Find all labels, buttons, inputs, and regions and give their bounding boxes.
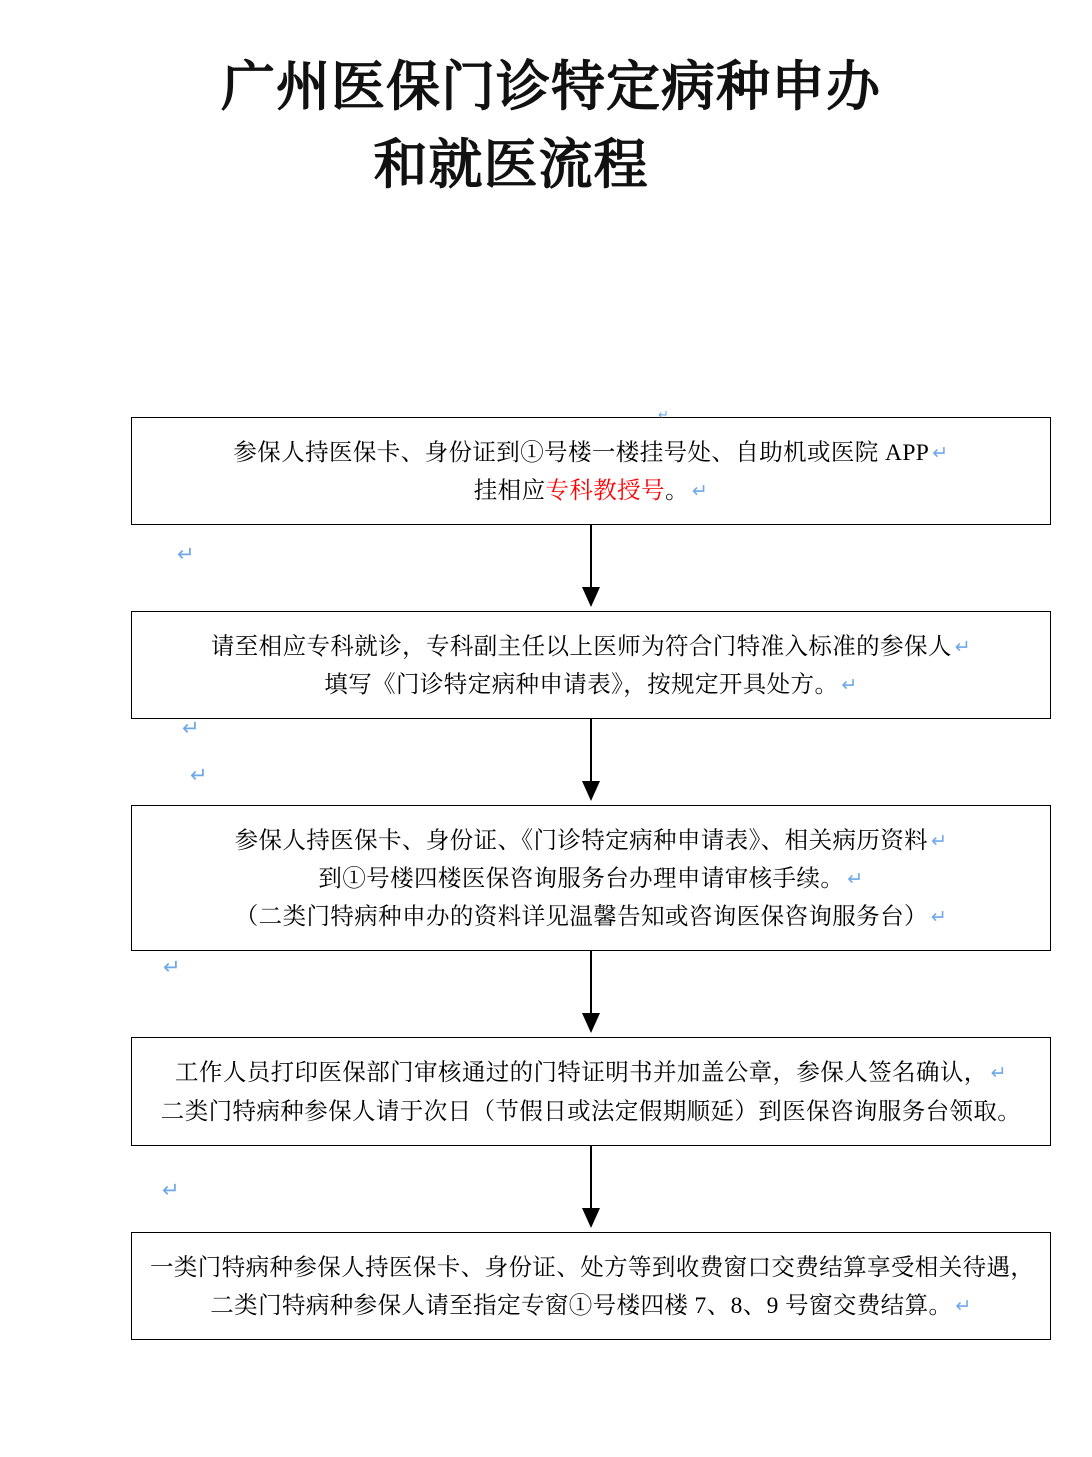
flow-step-2 — [131, 611, 1051, 719]
flow-step-4 — [131, 1037, 1051, 1145]
paragraph-mark-icon: ↵ — [955, 1295, 972, 1317]
arrow-head-icon — [582, 587, 600, 607]
flow-step-3-line-1-text: 参保人持医保卡、身份证、《门诊特定病种申请表》、相关病历资料 — [234, 828, 929, 855]
flow-step-5-line-2-text: 二类门特病种参保人请至指定专窗①号楼四楼 7、8、9 号窗交费结算。 — [210, 1292, 953, 1319]
flow-step-4-line-1-text: 工作人员打印医保部门审核通过的门特证明书并加盖公章，参保人签名确认， — [175, 1060, 988, 1087]
flow-step-1-highlight: 专科教授号 — [545, 478, 665, 505]
paragraph-mark-icon: ↵ — [841, 675, 858, 697]
flow-step-4-line-2-text: 二类门特病种参保人请于次日（节假日或法定假期顺延）到医保咨询服务台领取。 — [160, 1098, 1022, 1125]
stray-paragraph-mark-icon: ↵ — [177, 543, 195, 566]
arrow-head-icon — [582, 781, 600, 801]
flow-step-2-line-1 — [150, 628, 1032, 666]
flow-step-3-line-2 — [150, 860, 1032, 898]
stray-paragraph-mark-icon: ↵ — [182, 717, 200, 740]
paragraph-mark-icon: ↵ — [691, 481, 709, 503]
flow-step-2-line-2-text: 填写《门诊特定病种申请表》，按规定开具处方。 — [324, 672, 839, 699]
arrow-head-icon — [582, 1013, 600, 1033]
flow-step-1-line-2-post: 。 — [664, 478, 689, 505]
page-title-line-1: 广州医保门诊特定病种申办 — [221, 55, 881, 118]
flow-step-5-line-2 — [150, 1287, 1032, 1325]
flow-step-5-line-1-text: 一类门特病种参保人持医保卡、身份证、处方等到收费窗口交费结算享受相关待遇， — [150, 1254, 1035, 1281]
flow-step-2-line-1-text: 请至相应专科就诊，专科副主任以上医师为符合门特准入标准的参保人 — [210, 634, 952, 661]
stray-paragraph-mark-icon: ↵ — [190, 764, 208, 787]
page-title — [0, 48, 1092, 205]
flow-arrow-2-to-3 — [131, 719, 1051, 805]
flow-arrow-1-to-2 — [131, 525, 1051, 611]
flow-step-4-line-1 — [150, 1054, 1032, 1092]
flow-step-3 — [131, 805, 1051, 951]
stray-paragraph-mark-icon: ↵ — [658, 407, 669, 422]
page-title-line-2: 和就医流程 — [373, 133, 649, 197]
flow-step-1-line-1-text: 参保人持医保卡、身份证到①号楼一楼挂号处、自助机或医院 APP — [233, 440, 930, 466]
flow-step-1 — [131, 417, 1051, 525]
flow-step-4-line-2 — [150, 1093, 1032, 1131]
flow-step-2-line-2 — [150, 666, 1032, 704]
arrow-stem — [590, 1146, 592, 1212]
stray-paragraph-mark-icon: ↵ — [163, 956, 181, 979]
paragraph-mark-icon: ↵ — [954, 637, 972, 659]
flow-step-3-line-1 — [150, 822, 1032, 860]
paragraph-mark-icon: ↵ — [931, 831, 948, 853]
arrow-stem — [590, 719, 592, 785]
paragraph-mark-icon: ↵ — [932, 443, 949, 464]
flow-step-3-line-3-text: （二类门特病种申办的资料详见温馨告知或咨询医保咨询服务台） — [234, 904, 928, 931]
paragraph-mark-icon: ↵ — [990, 1063, 1007, 1085]
stray-paragraph-mark-icon: ↵ — [162, 1179, 180, 1202]
arrow-head-icon — [582, 1208, 600, 1228]
flow-arrow-3-to-4 — [131, 951, 1051, 1037]
flow-step-1-line-2 — [150, 472, 1032, 510]
flow-step-1-line-1 — [150, 434, 1032, 472]
arrow-stem — [590, 951, 592, 1017]
flow-arrow-4-to-5 — [131, 1146, 1051, 1232]
arrow-stem — [590, 525, 592, 591]
flow-step-5-line-1 — [150, 1249, 1035, 1287]
flow-step-5 — [131, 1232, 1051, 1340]
flow-step-3-line-2-text: 到①号楼四楼医保咨询服务台办理申请审核手续。 — [318, 866, 845, 893]
flowchart — [131, 417, 1051, 1340]
flow-step-1-line-2-pre: 挂相应 — [473, 478, 546, 505]
paragraph-mark-icon: ↵ — [847, 869, 864, 891]
paragraph-mark-icon: ↵ — [930, 907, 948, 929]
flow-step-3-line-3 — [150, 898, 1032, 936]
